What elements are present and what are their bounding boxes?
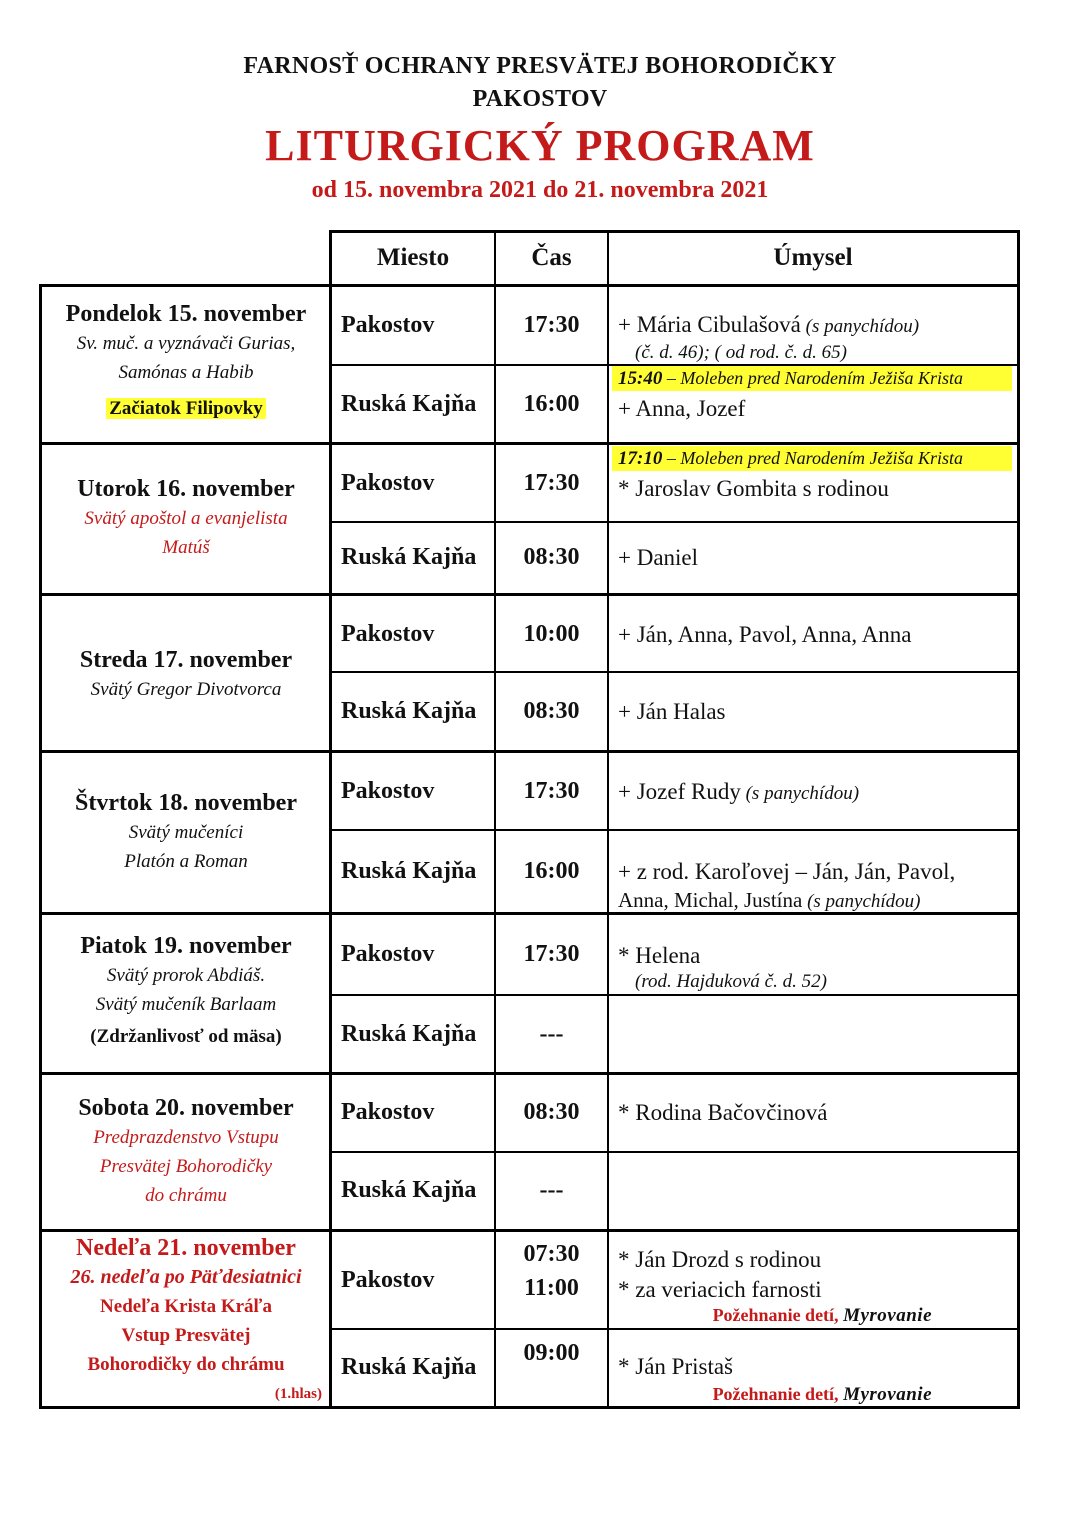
day-name: Streda 17. november [79, 647, 293, 673]
intention-detail: (rod. Hajduková č. d. 52) [635, 971, 827, 992]
feast-name: Nedeľa Krista Kráľa [100, 1296, 272, 1317]
time: 16:00 [523, 391, 580, 417]
intention-text: + Mária Cibulašová [618, 312, 801, 337]
place: Pakostov [341, 1267, 435, 1293]
row-divider [39, 593, 1020, 596]
page-title: LITURGICKÝ PROGRAM [265, 121, 815, 170]
row-divider [39, 442, 1020, 445]
time: 17:30 [523, 312, 580, 338]
feast-name: Samónas a Habib [118, 362, 254, 383]
fast-start-note: Začiatok Filipovky [106, 398, 266, 419]
subrow-divider [329, 671, 1020, 673]
row-divider [39, 1406, 1020, 1409]
place: Pakostov [341, 778, 435, 804]
place: Ruská Kajňa [341, 1354, 477, 1380]
intention: * Rodina Bačovčinová [618, 1100, 828, 1125]
moleben-time: 17:10 [618, 448, 663, 469]
subrow-divider [329, 829, 1020, 831]
day-cell-thursday [42, 788, 330, 876]
intention [618, 942, 1013, 994]
fast-note: (Zdržanlivosť od mäsa) [90, 1026, 282, 1047]
intention-note: (s panychídou) [802, 891, 921, 912]
moleben-text: – Moleben pred Narodením Ježiša Krista [662, 368, 963, 388]
table-border [329, 230, 1020, 233]
intention: * Ján Pristaš [618, 1354, 733, 1379]
time: 10:00 [523, 621, 580, 647]
row-divider [39, 1072, 1020, 1075]
time: 16:00 [523, 858, 580, 884]
feast-name: Svätý mučeníci [128, 822, 244, 843]
day-cell-monday [42, 299, 330, 425]
place: Ruská Kajňa [341, 858, 477, 884]
blessing-note [618, 1384, 1008, 1406]
time: 17:30 [523, 778, 580, 804]
intention [618, 858, 1013, 916]
day-name: Pondelok 15. november [65, 301, 307, 327]
row-divider [39, 1229, 1020, 1232]
moleben-note [612, 366, 1012, 391]
feast-name: Bohorodičky do chrámu [87, 1354, 285, 1375]
place: Ruská Kajňa [341, 391, 477, 417]
feast-name: Platón a Roman [124, 851, 248, 872]
place: Ruská Kajňa [341, 544, 477, 570]
subrow-divider [329, 521, 1020, 523]
intention: + Ján, Anna, Pavol, Anna, Anna [618, 622, 912, 647]
column-header-time: Čas [531, 244, 572, 271]
day-name: Nedeľa 21. november [76, 1235, 296, 1261]
moleben-time: 15:40 [618, 368, 663, 389]
feast-name: Matúš [162, 537, 210, 558]
intention: * Jaroslav Gombita s rodinou [618, 476, 889, 501]
intention: + Anna, Jozef [618, 396, 746, 421]
subrow-divider [329, 1151, 1020, 1153]
day-cell-saturday [42, 1093, 330, 1210]
feast-name: Sv. muč. a vyznávači Gurias, [76, 333, 296, 354]
anointing-text: Myrovanie [843, 1305, 932, 1326]
parish-name: FARNOSŤ OCHRANY PRESVÄTEJ BOHORODIČKY [243, 53, 837, 79]
day-name: Štvrtok 18. november [75, 790, 297, 816]
time: 08:30 [523, 544, 580, 570]
anointing-text: Myrovanie [843, 1384, 932, 1405]
time: 17:30 [523, 470, 580, 496]
place: Pakostov [341, 470, 435, 496]
intention-text: + z rod. Karoľovej – Ján, Ján, Pavol, [618, 859, 956, 884]
feast-name: Svätý prorok Abdiáš. [106, 965, 266, 986]
time: 17:30 [523, 941, 580, 967]
time: --- [539, 1021, 564, 1047]
intention-text: Anna, Michal, Justína [618, 888, 803, 912]
intention: + Ján Halas [618, 699, 726, 724]
blessing-text: Požehnanie detí, [712, 1384, 844, 1404]
intention [618, 311, 1013, 365]
time: 08:30 [523, 1099, 580, 1125]
place: Pakostov [341, 941, 435, 967]
intention-note: (s panychídou) [800, 316, 920, 337]
date-range: od 15. novembra 2021 do 21. novembra 2021 [311, 177, 769, 203]
time: 11:00 [524, 1275, 579, 1301]
row-divider [39, 284, 1020, 287]
column-header-place: Miesto [376, 244, 450, 271]
subrow-divider [329, 1328, 1020, 1330]
intention-detail: (č. d. 46); ( od rod. č. d. 65) [635, 342, 847, 363]
time: 09:00 [523, 1340, 580, 1366]
intention-text: * Ján Drozd s rodinou [618, 1247, 822, 1272]
day-name: Utorok 16. november [77, 476, 295, 502]
row-divider [39, 750, 1020, 753]
place: Ruská Kajňa [341, 1021, 477, 1047]
place: Pakostov [341, 621, 435, 647]
intention-text: * za veriacich farnosti [618, 1277, 822, 1302]
intention [618, 778, 1013, 808]
feast-name: Predprazdenstvo Vstupu [93, 1127, 279, 1148]
intention-text: + Jozef Rudy [618, 779, 741, 804]
day-cell-wednesday [42, 645, 330, 704]
fast-note [42, 393, 330, 425]
day-name: Piatok 19. november [80, 933, 292, 959]
column-header-intention: Úmysel [773, 244, 853, 271]
place: Ruská Kajňa [341, 698, 477, 724]
feast-name: Presvätej Bohorodičky [99, 1156, 273, 1177]
moleben-note [612, 446, 1012, 471]
intention: + Daniel [618, 545, 699, 570]
moleben-text: – Moleben pred Narodením Ježiša Krista [662, 448, 963, 468]
time: --- [539, 1177, 564, 1203]
feast-name: Svätý Gregor Divotvorca [90, 679, 282, 700]
column-divider [607, 230, 609, 1409]
intention-text: * Helena [618, 943, 701, 968]
feast-name: do chrámu [145, 1185, 227, 1206]
place: Ruská Kajňa [341, 1177, 477, 1203]
feast-name: Svätý mučeník Barlaam [95, 994, 277, 1015]
parish-location: PAKOSTOV [472, 86, 608, 112]
feast-name: Svätý apoštol a evanjelista [84, 508, 288, 529]
intention-note: (s panychídou) [740, 783, 860, 804]
day-cell-friday [42, 931, 330, 1053]
time: 07:30 [523, 1241, 580, 1267]
subrow-divider [329, 994, 1020, 996]
day-cell-sunday [42, 1233, 330, 1405]
time: 08:30 [523, 698, 580, 724]
table-border [1017, 230, 1020, 1409]
place: Pakostov [341, 1099, 435, 1125]
tone-label: (1.hlas) [274, 1386, 322, 1402]
blessing-note [618, 1305, 1008, 1327]
day-name: Sobota 20. november [78, 1095, 294, 1121]
blessing-text: Požehnanie detí, [712, 1305, 844, 1325]
day-cell-tuesday [42, 474, 330, 562]
sunday-title: 26. nedeľa po Päťdesiatnici [70, 1266, 302, 1288]
intention [618, 1245, 1013, 1305]
place: Pakostov [341, 312, 435, 338]
feast-name: Vstup Presvätej [121, 1325, 251, 1346]
